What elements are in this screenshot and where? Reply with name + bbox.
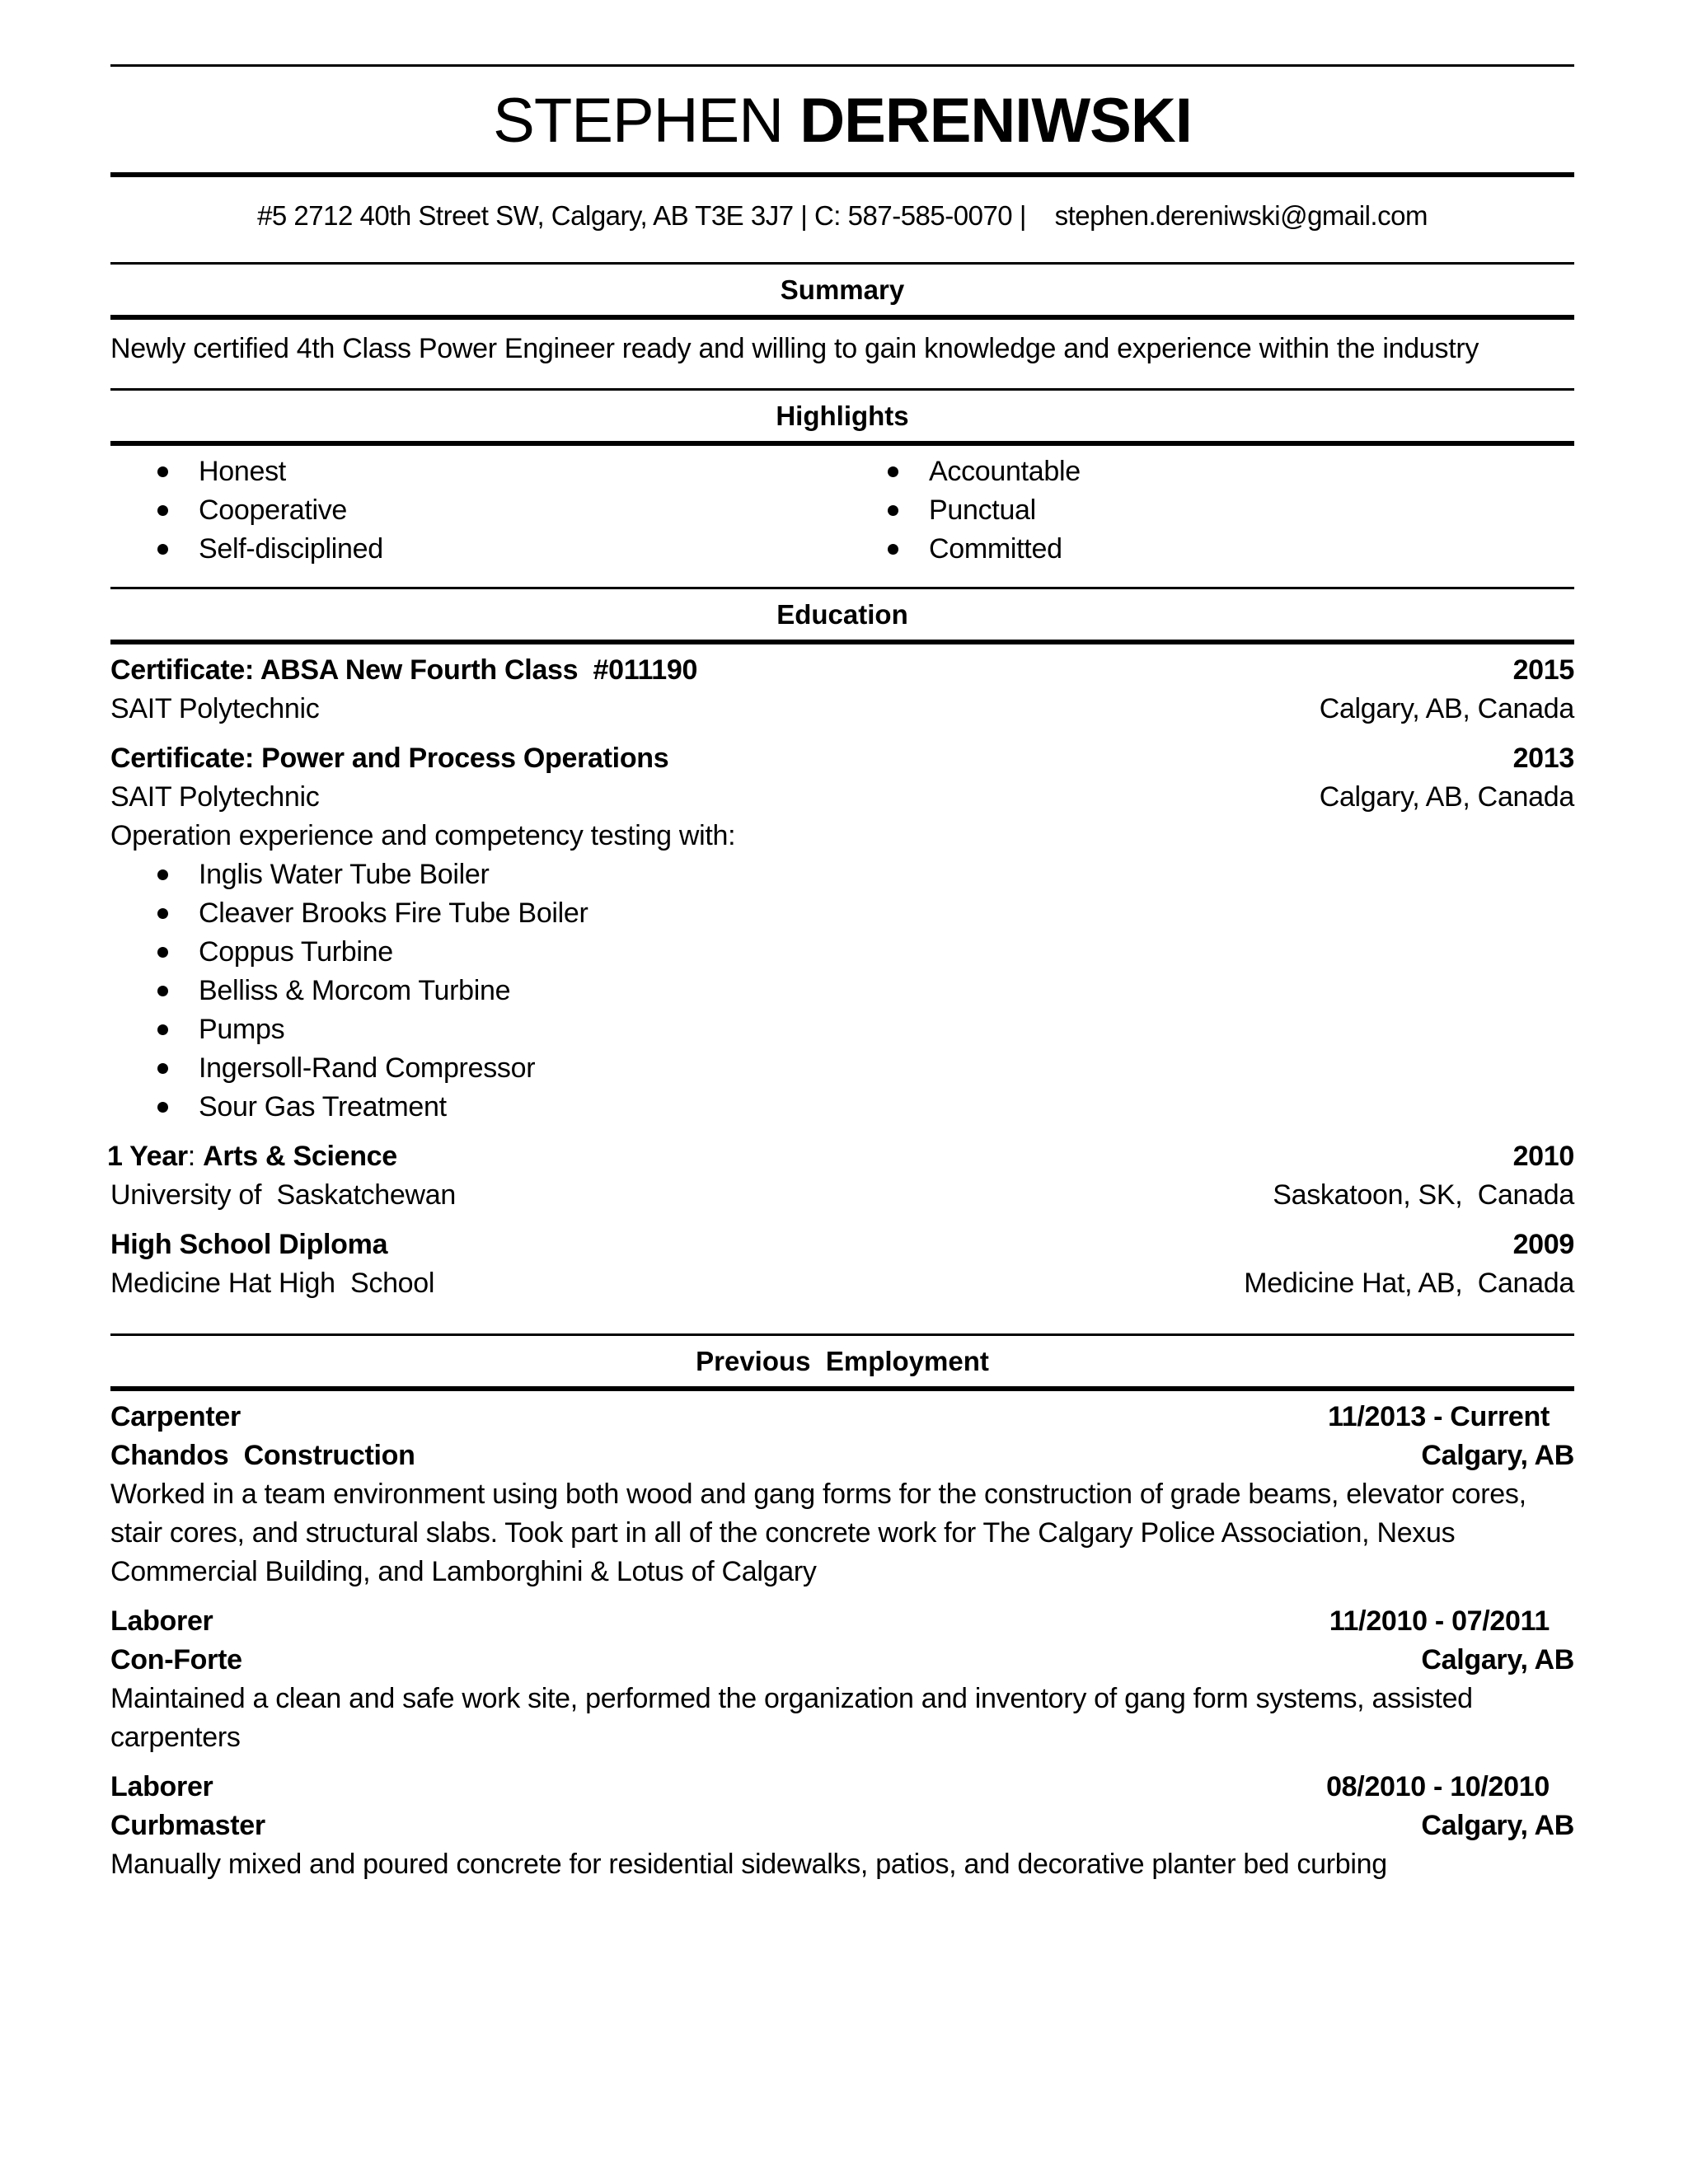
- equipment-item: Inglis Water Tube Boiler: [110, 855, 1574, 894]
- school-location: Saskatoon, SK, Canada: [1273, 1179, 1574, 1211]
- school-name: SAIT Polytechnic: [110, 781, 320, 813]
- company-location: Calgary, AB: [1421, 1810, 1574, 1841]
- job-title: Laborer: [110, 1605, 213, 1637]
- company-location: Calgary, AB: [1421, 1440, 1574, 1471]
- degree-year: 2010: [1512, 1141, 1574, 1172]
- highlights-right-column: [841, 452, 1571, 569]
- equipment-item: Sour Gas Treatment: [110, 1088, 1574, 1127]
- job-description-line: Commercial Building, and Lamborghini & Lotus of Calgary: [110, 1556, 817, 1587]
- summary-heading: Summary: [780, 274, 905, 305]
- education-entry: [110, 1226, 1574, 1303]
- education-entry: [107, 1137, 1574, 1215]
- equipment-item: Ingersoll-Rand Compressor: [110, 1049, 1574, 1088]
- job-description: [110, 1680, 1574, 1757]
- equipment-item: Cleaver Brooks Fire Tube Boiler: [110, 894, 1574, 933]
- company-name: Curbmaster: [110, 1810, 265, 1841]
- equipment-item: Pumps: [110, 1010, 1574, 1049]
- school-name: University of Saskatchewan: [110, 1179, 456, 1211]
- degree-name: Arts & Science: [203, 1141, 397, 1172]
- job-dates: 11/2010 - 07/2011: [1329, 1605, 1550, 1637]
- degree-title: Certificate: ABSA New Fourth Class #011190: [110, 654, 698, 686]
- company-location: Calgary, AB: [1421, 1644, 1574, 1675]
- employment-heading: Previous Employment: [696, 1346, 989, 1376]
- applicant-name: [110, 67, 1574, 172]
- degree-year: 2013: [1512, 743, 1574, 774]
- highlights-left-column: [110, 452, 841, 569]
- equipment-list: [110, 855, 1574, 1127]
- job-title: Carpenter: [110, 1401, 241, 1432]
- education-entry: [110, 651, 1574, 729]
- employment-list: [110, 1391, 1574, 1884]
- job-description: [110, 1475, 1574, 1591]
- degree-title: [107, 1137, 397, 1176]
- job-description-line: Manually mixed and poured concrete for residential sidewalks, patios, and decorative planter bed curbing: [110, 1849, 1387, 1880]
- company-name: Chandos Construction: [110, 1440, 415, 1471]
- highlight-item: Self-disciplined: [110, 530, 841, 569]
- job-description-line: Maintained a clean and safe work site, performed the organization and inventory of gang form systems, assisted: [110, 1683, 1473, 1714]
- job-description: [110, 1845, 1574, 1884]
- employment-entry: [110, 1768, 1574, 1884]
- company-name: Con-Forte: [110, 1644, 242, 1675]
- highlights-list: [110, 446, 1574, 587]
- school-location: Calgary, AB, Canada: [1319, 693, 1574, 724]
- highlight-item: Accountable: [841, 452, 1571, 491]
- school-location: Calgary, AB, Canada: [1319, 781, 1574, 813]
- contact-line: #5 2712 40th Street SW, Calgary, AB T3E 3J7 | C: 587-585-0070 | stephen.dereniwski@gmail.com: [257, 200, 1428, 231]
- resume-content: [107, 64, 1574, 1895]
- equipment-item: Belliss & Morcom Turbine: [110, 972, 1574, 1010]
- highlight-item: Punctual: [841, 491, 1571, 530]
- job-description-line: carpenters: [110, 1722, 241, 1753]
- school-name: SAIT Polytechnic: [110, 693, 320, 724]
- highlight-item: Cooperative: [110, 491, 841, 530]
- employment-entry: [110, 1602, 1574, 1757]
- last-name: DERENIWSKI: [799, 86, 1192, 156]
- school-name: Medicine Hat High School: [110, 1268, 435, 1299]
- degree-title: High School Diploma: [110, 1229, 388, 1260]
- highlight-item: Committed: [841, 530, 1571, 569]
- job-description-line: Worked in a team environment using both wood and gang forms for the construction of grade beams, elevator cores,: [110, 1479, 1526, 1510]
- education-heading: Education: [776, 599, 908, 630]
- highlight-item: Honest: [110, 452, 841, 491]
- education-note: Operation experience and competency testing with:: [110, 820, 736, 851]
- employment-entry: [110, 1398, 1574, 1591]
- degree-separator: :: [187, 1141, 204, 1172]
- job-dates: 08/2010 - 10/2010: [1326, 1771, 1550, 1802]
- school-location: Medicine Hat, AB, Canada: [1244, 1268, 1574, 1299]
- highlights-heading: Highlights: [776, 401, 909, 431]
- equipment-item: Coppus Turbine: [110, 933, 1574, 972]
- job-description-line: stair cores, and structural slabs. Took part in all of the concrete work for The Calgary Police Association, Nexus: [110, 1517, 1456, 1549]
- job-dates: 11/2013 - Current: [1328, 1401, 1550, 1432]
- education-entry: [110, 739, 1574, 1127]
- education-list: [107, 644, 1574, 1333]
- degree-year: 2009: [1512, 1229, 1574, 1260]
- degree-prefix: 1 Year: [107, 1141, 188, 1172]
- degree-title: Certificate: Power and Process Operations: [110, 743, 669, 774]
- degree-year: 2015: [1512, 654, 1574, 686]
- summary-text: Newly certified 4th Class Power Engineer ready and willing to gain knowledge and experience within the industry: [110, 333, 1479, 364]
- job-title: Laborer: [110, 1771, 213, 1802]
- first-name: STEPHEN: [493, 86, 784, 156]
